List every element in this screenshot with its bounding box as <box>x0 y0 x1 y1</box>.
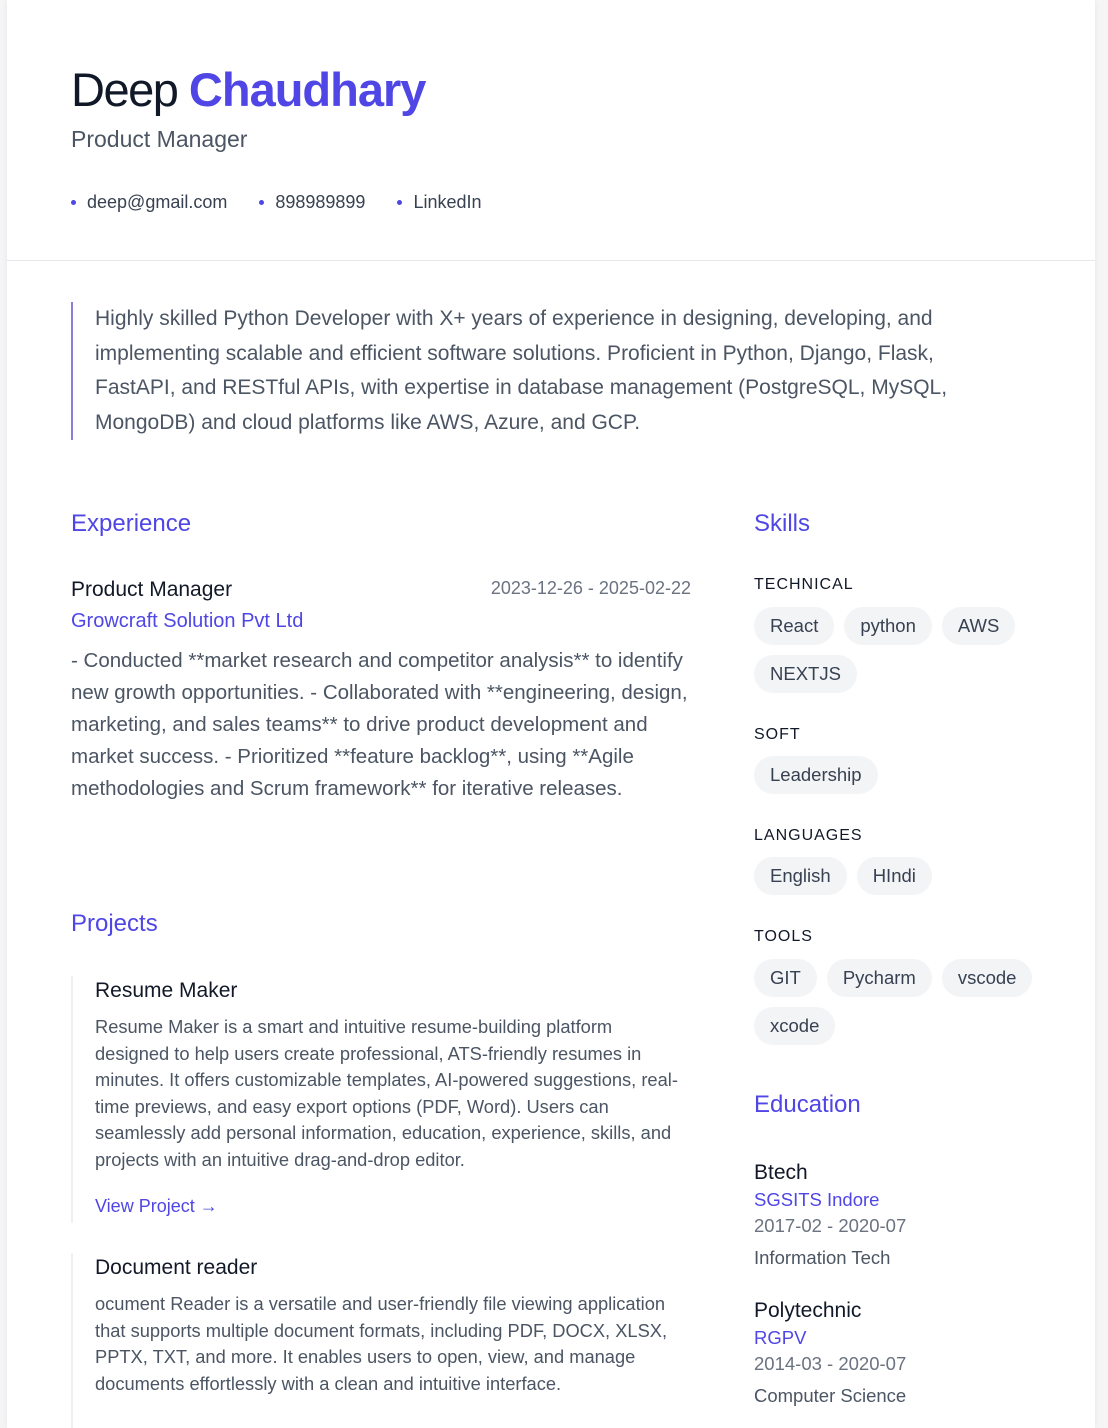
skill-category-soft: SOFT <box>754 726 801 743</box>
bullet-icon <box>71 200 76 205</box>
project-item <box>71 976 691 1223</box>
skills-heading: Skills <box>754 510 811 537</box>
education-degree: Polytechnic <box>754 1299 862 1322</box>
experience-role: Product Manager <box>71 578 233 601</box>
last-name: Chaudhary <box>188 63 426 116</box>
education-field: Information Tech <box>754 1247 891 1268</box>
experience-company: Growcraft Solution Pvt Ltd <box>71 610 304 632</box>
education-heading: Education <box>754 1091 861 1118</box>
skill-chip: English <box>754 857 847 895</box>
education-item <box>754 1297 1074 1409</box>
project-description: ocument Reader is a versatile and user-friendly file viewing application that supports multiple document formats, including PDF, DOCX, XLSX, PPTX, TXT, and more. It enables users to open, view, and manage documents effortlessly with a clean and intuitive interface. <box>95 1293 668 1394</box>
skill-chips-technical <box>754 607 1054 703</box>
education-field: Computer Science <box>754 1385 907 1406</box>
bullet-icon <box>259 200 264 205</box>
education-school: RGPV <box>754 1327 807 1348</box>
skill-chip: React <box>754 607 834 645</box>
full-name <box>71 62 425 117</box>
resume-page <box>7 0 1095 1428</box>
skill-chips-languages <box>754 857 1054 905</box>
project-title: Resume Maker <box>95 979 238 1002</box>
project-item <box>71 1253 691 1428</box>
skill-chip: NEXTJS <box>754 655 857 693</box>
skill-category-tools: TOOLS <box>754 928 813 945</box>
experience-description: - Conducted **market research and competitor analysis** to identify new growth opportunities. - Collaborated with **engineering, design, marketing, and sales teams** to drive product development and market success. - Prioritized **feature backlog**, using **Agile methodologies and Scrum framework** for iterative releases. <box>71 649 688 800</box>
skill-chips-tools <box>754 959 1054 1055</box>
skill-chip: HIndi <box>857 857 932 895</box>
resume-header <box>7 0 1095 261</box>
contact-email[interactable] <box>71 192 227 213</box>
contact-phone[interactable] <box>259 192 365 213</box>
contact-phone-text: 898989899 <box>275 192 366 212</box>
skill-chip: AWS <box>942 607 1015 645</box>
skill-chip: vscode <box>942 959 1033 997</box>
skill-category-languages: LANGUAGES <box>754 827 863 844</box>
project-title: Document reader <box>95 1256 258 1279</box>
projects-heading: Projects <box>71 910 158 937</box>
skill-chip: GIT <box>754 959 817 997</box>
skill-chip: Leadership <box>754 756 878 794</box>
contact-list <box>71 192 514 213</box>
contact-linkedin[interactable] <box>397 192 481 213</box>
education-dates: 2014-03 - 2020-07 <box>754 1353 907 1374</box>
skill-chip: Pycharm <box>827 959 932 997</box>
experience-dates: 2023-12-26 - 2025-02-22 <box>490 578 691 598</box>
job-title: Product Manager <box>71 126 248 152</box>
contact-linkedin-text: LinkedIn <box>413 192 482 212</box>
contact-email-text: deep@gmail.com <box>87 192 228 212</box>
view-project-link[interactable]: View Project → <box>95 1195 218 1216</box>
bullet-icon <box>397 200 402 205</box>
education-item <box>754 1159 1074 1271</box>
skill-category-technical: TECHNICAL <box>754 576 854 593</box>
summary-text: Highly skilled Python Developer with X+ years of experience in designing, developing, and implementing scalable and efficient software solutions. Proficient in Python, Django, Flask, FastAPI, and RESTful APIs, with expertise in database management (PostgreSQL, MySQL, MongoDB) and cloud platforms like AWS, Azure, and GCP. <box>71 302 991 440</box>
experience-heading: Experience <box>71 510 192 537</box>
experience-item <box>71 576 691 805</box>
skill-chip: python <box>844 607 932 645</box>
project-description: Resume Maker is a smart and intuitive resume-building platform designed to help users create professional, ATS-friendly resumes in minutes. It offers customizable templates, AI-powered suggestions, real-time previews, and easy export options (PDF, Word). Users can seamlessly add personal information, education, experience, skills, and projects with an intuitive drag-and-drop editor. <box>95 1016 678 1170</box>
education-dates: 2017-02 - 2020-07 <box>754 1215 907 1236</box>
education-degree: Btech <box>754 1161 808 1184</box>
skill-chip: xcode <box>754 1007 835 1045</box>
education-school: SGSITS Indore <box>754 1189 880 1210</box>
skill-chips-soft <box>754 756 1054 804</box>
first-name: Deep <box>71 63 178 116</box>
